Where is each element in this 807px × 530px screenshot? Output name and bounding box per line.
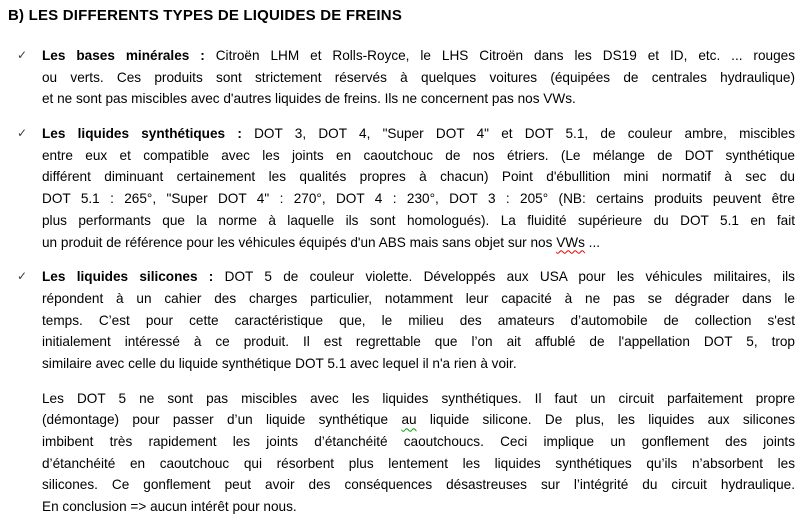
text-segment: imbibent très rapidement les joints d’étanchéité caoutchoucs. Ceci implique un gonflement des joints bbox=[42, 434, 795, 449]
text-segment: et ne sont pas miscibles avec d'autres liquides de freins. Ils ne concernent pas nos VWs. bbox=[42, 91, 576, 107]
text-line bbox=[42, 123, 795, 145]
text-line bbox=[42, 310, 795, 332]
text-segment: Les DOT 5 ne sont pas miscibles avec les liquides synthétiques. Il faut un circuit parfaitement propre bbox=[42, 390, 795, 406]
text-line bbox=[42, 210, 795, 232]
text-line bbox=[42, 331, 795, 353]
text-segment: répondent à un cahier des charges particulier, notamment leur capacité à ne pas se dégrader dans le bbox=[42, 290, 795, 306]
text-segment: un produit de référence pour les véhicules équipés d'un ABS mais sans objet sur nos bbox=[42, 234, 557, 250]
text-segment: d’étanchéité en caoutchouc qui résorbent plus lentement les liquides synthétiques qu’ils n’absorbent les bbox=[42, 455, 795, 471]
paragraph bbox=[17, 45, 795, 110]
text-line bbox=[42, 88, 795, 110]
text-segment: entre eux et compatible avec les joints en caoutchouc de nos étriers. (Le mélange de DOT synthétique bbox=[42, 147, 795, 163]
text-segment: Citroën LHM et Rolls-Royce, le LHS Citroën dans les DS19 et ID, etc. ... rouges bbox=[215, 48, 795, 63]
text-segment: différent diminuant certainement les qualités propres à chacun) Point d'ébullition mini normatif à sec du bbox=[42, 169, 795, 185]
text-line bbox=[42, 188, 795, 210]
text-line bbox=[42, 288, 795, 310]
text-segment: DOT 5.1 : 265°, "Super DOT 4" : 270°, DOT 4 : 230°, DOT 3 : 205° (NB: certains produits peuvent être bbox=[42, 191, 795, 207]
text-line bbox=[42, 67, 795, 89]
text-line bbox=[42, 166, 795, 188]
paragraph-list bbox=[0, 45, 807, 518]
text-line bbox=[42, 409, 795, 431]
text-segment: ou verts. Ces produits sont strictement réservés à quelques voitures (équipées de centrales hydraulique) bbox=[42, 69, 795, 85]
text-segment: En conclusion => aucun intérêt pour nous. bbox=[42, 499, 297, 515]
paragraph bbox=[17, 123, 795, 253]
text-line bbox=[42, 145, 795, 167]
section-heading: B) LES DIFFERENTS TYPES DE LIQUIDES DE FREINS bbox=[8, 7, 403, 24]
checkmark-bullet-icon: ✓ bbox=[17, 48, 28, 62]
text-segment: liquide silicone. De plus, les liquides aux silicones bbox=[416, 412, 796, 428]
checkmark-bullet-icon: ✓ bbox=[17, 269, 28, 284]
paragraph bbox=[17, 266, 795, 374]
text-line bbox=[42, 431, 795, 453]
bold-lead-in: Les liquides silicones : bbox=[42, 269, 225, 285]
text-segment: temps. C’est pour cette caractéristique que, le milieu des amateurs d’automobile de collection s'est bbox=[42, 312, 795, 328]
text-segment: (démontage) pour passer d’un liquide synthétique bbox=[42, 412, 402, 428]
text-line bbox=[42, 496, 795, 518]
bold-lead-in: Les liquides synthétiques : bbox=[42, 126, 255, 142]
text-line bbox=[42, 232, 795, 254]
text-segment: DOT 3, DOT 4, "Super DOT 4" et DOT 5.1, de couleur ambre, miscibles bbox=[254, 126, 795, 142]
text-segment: silicones. Ce gonflement peut avoir des conséquences désastreuses sur l’intégrité du circuit hydraulique. bbox=[42, 477, 795, 493]
checkmark-bullet-icon: ✓ bbox=[17, 126, 28, 141]
misspelled-word: VWs bbox=[556, 234, 585, 250]
text-segment: plus performants que la norme à laquelle ils sont homologués). La fluidité supérieure du DOT 5.1 en fait bbox=[42, 212, 795, 228]
text-segment: ... bbox=[584, 234, 600, 250]
text-line bbox=[42, 266, 795, 288]
text-line bbox=[42, 474, 795, 496]
text-line bbox=[42, 45, 795, 67]
paragraph bbox=[42, 388, 795, 518]
grammar-flagged-word: au bbox=[401, 412, 417, 428]
text-line bbox=[42, 388, 795, 410]
text-segment: similaire avec celle du liquide synthétique DOT 5.1 avec lequel il n'a rien à voir. bbox=[42, 355, 517, 371]
bold-lead-in: Les bases minérales : bbox=[42, 48, 216, 63]
text-segment: DOT 5 de couleur violette. Développés aux USA pour les véhicules militaires, ils bbox=[224, 269, 795, 285]
text-line bbox=[42, 353, 795, 375]
text-segment: initialement intéressé à ce produit. Il est regrettable que l’on ait affublé de l'appellation DOT 5, trop bbox=[42, 334, 795, 350]
text-line bbox=[42, 453, 795, 475]
